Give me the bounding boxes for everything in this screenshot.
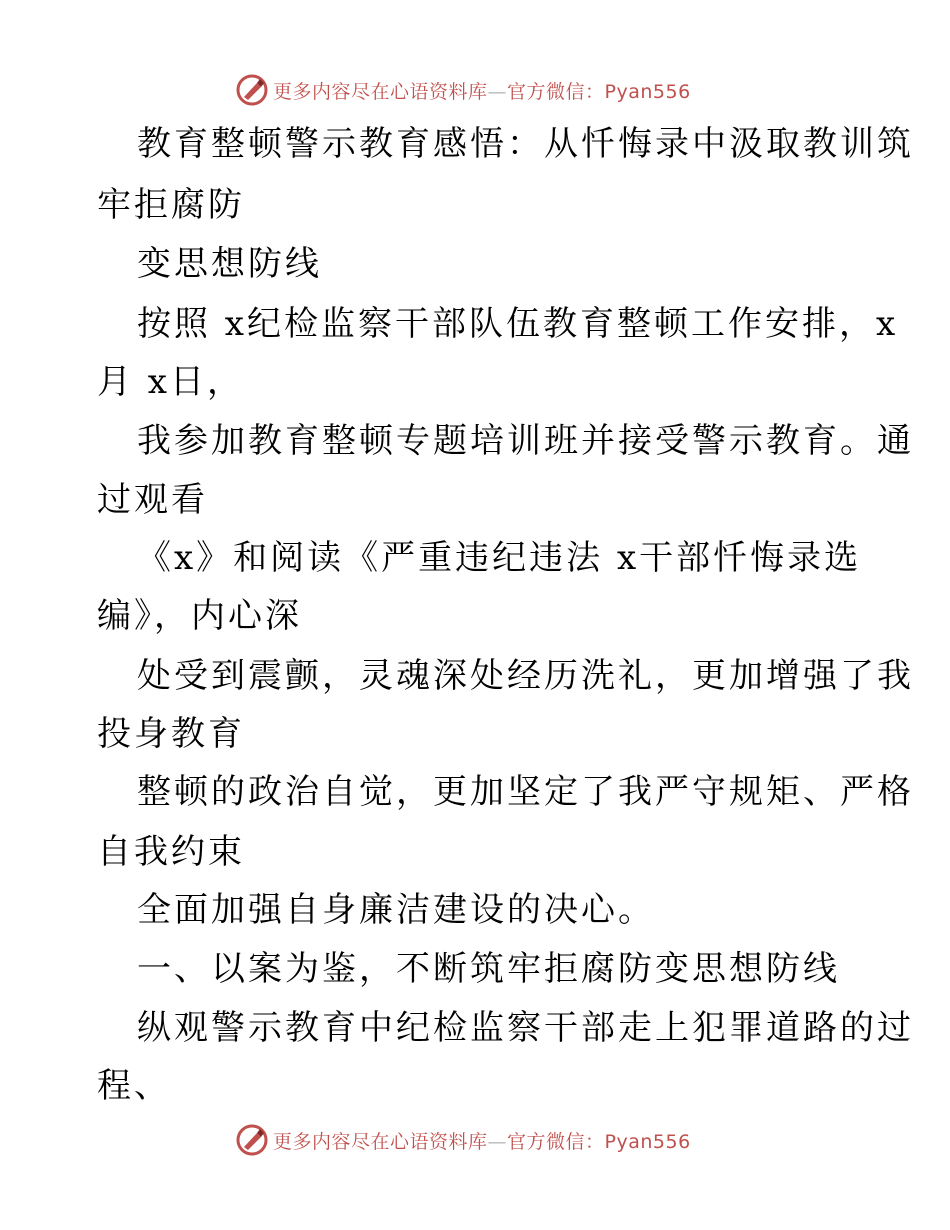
body-line: 按照 x纪检监察干部队伍教育整顿工作安排，x bbox=[137, 304, 899, 344]
body-line: 全面加强自身廉洁建设的决心。 bbox=[137, 890, 655, 930]
body-line: 过观看 bbox=[97, 480, 208, 520]
body-line: 教育整顿警示教育感悟：从忏悔录中汲取教训筑 bbox=[137, 124, 914, 164]
body-line: 程、 bbox=[97, 1066, 171, 1106]
body-line: 一、以案为鉴，不断筑牢拒腐防变思想防线 bbox=[137, 949, 840, 989]
watermark-text: 更多内容尽在心语资料库—官方微信：Pyan556 bbox=[273, 80, 691, 103]
body-line: 纵观警示教育中纪检监察干部走上犯罪道路的过 bbox=[137, 1008, 914, 1048]
body-line: 投身教育 bbox=[97, 714, 245, 754]
body-line: 自我约束 bbox=[97, 832, 245, 872]
watermark-text: 更多内容尽在心语资料库—官方微信：Pyan556 bbox=[273, 1130, 691, 1153]
body-line: 我参加教育整顿专题培训班并接受警示教育。通 bbox=[137, 421, 914, 461]
body-line: 变思想防线 bbox=[137, 244, 322, 284]
body-line: 《x》和阅读《严重违纪违法 x干部忏悔录选 bbox=[137, 538, 862, 578]
logo-icon bbox=[235, 73, 269, 107]
header-watermark bbox=[235, 72, 691, 108]
body-line: 整顿的政治自觉，更加坚定了我严守规矩、严格 bbox=[137, 772, 914, 812]
logo-icon bbox=[235, 1123, 269, 1157]
body-line: 牢拒腐防 bbox=[97, 185, 245, 225]
body-line: 编》，内心深 bbox=[97, 596, 302, 636]
footer-watermark bbox=[235, 1122, 691, 1158]
body-line: 处受到震颤，灵魂深处经历洗礼，更加增强了我 bbox=[137, 656, 914, 696]
body-line: 月 x日， bbox=[97, 362, 244, 402]
